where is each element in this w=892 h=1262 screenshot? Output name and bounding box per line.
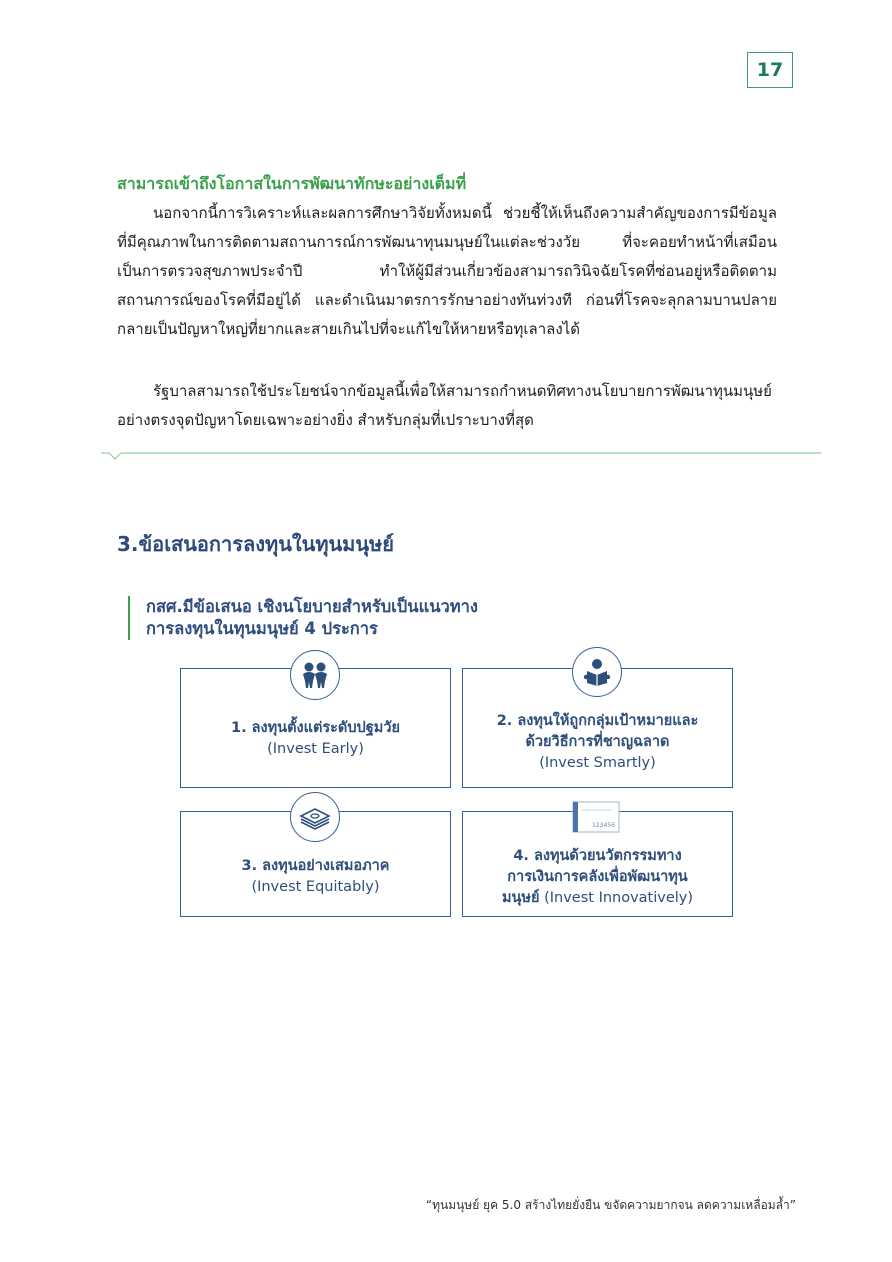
children-icon (290, 650, 340, 700)
section-divider (101, 451, 821, 463)
subtitle-line-2: การลงทุนในทุนมนุษย์ 4 ประการ (146, 619, 378, 638)
subtitle-line-1: กสศ.มีข้อเสนอ เชิงนโยบายสำหรับเป็นแนวทาง (146, 597, 478, 616)
card-title-line-1: 4. ลงทุนด้วยนวัตกรรมทาง (513, 847, 682, 864)
section-heading: สามารถเข้าถึงโอกาสในการพัฒนาทักษะอย่างเต็มที่ (117, 174, 467, 193)
card-english: (Invest Early) (267, 741, 364, 757)
page-number: 17 (747, 52, 793, 88)
bank-card-icon (572, 796, 620, 840)
card-english: (Invest Smartly) (539, 754, 656, 771)
card-title-line-1: 2. ลงทุนให้ถูกกลุ่มเป้าหมายและ (496, 712, 699, 729)
money-stack-icon (290, 792, 340, 842)
proposal-subtitle (128, 596, 478, 640)
card-title: 3. ลงทุนอย่างเสมอภาค (241, 858, 390, 874)
paragraph-1: นอกจากนี้การวิเคราะห์และผลการศึกษาวิจัยทั้งหมดนี้ ช่วยชี้ให้เห็นถึงความสำคัญของการมีข้อมูลที่มีคุณภาพในการติดตามสถานการณ์การพัฒนาทุนมนุษย์ในแต่ละช่วงวัย ที่จะคอยทำหน้าที่เสมือนเป็นการตรวจสุขภาพประจำปี ทำให้ผู้มีส่วนเกี่ยวข้องสามารถวินิจฉัยโรคที่ซ่อนอยู่หรือติดตามสถานการณ์ของโรคที่มีอยู่ได้ และดำเนินมาตรการรักษาอย่างทันท่วงที ก่อนที่โรคจะลุกลามบานปลายกลายเป็นปัญหาใหญ่ที่ยากและสายเกินไปที่จะแก้ไขให้หายหรือทุเลาลงได้ (117, 204, 777, 338)
card-english: (Invest Equitably) (251, 879, 380, 895)
footer-quote: “ทุนมนุษย์ ยุค 5.0 สร้างไทยยั่งยืน ขจัดความยากจน ลดความเหลื่อมล้ำ” (425, 1198, 796, 1212)
proposal-heading: 3.ข้อเสนอการลงทุนในทุนมนุษย์ (117, 532, 394, 556)
reading-person-icon (572, 647, 622, 697)
card-title-line-2: ด้วยวิธีการที่ชาญฉลาด (525, 733, 670, 750)
paragraph-2: รัฐบาลสามารถใช้ประโยชน์จากข้อมูลนี้เพื่อให้สามารถกำหนดทิศทางนโยบายการพัฒนาทุนมนุษย์อย่างตรงจุดปัญหาโดยเฉพาะอย่างยิ่ง สำหรับกลุ่มที่เปราะบางที่สุด (117, 382, 772, 429)
card-english: (Invest Innovatively) (544, 889, 694, 906)
card-number-text: 123456 (592, 822, 615, 829)
card-title-line-3: มนุษย์ (501, 889, 540, 906)
card-title: 1. ลงทุนตั้งแต่ระดับปฐมวัย (231, 720, 400, 736)
card-title-line-2: การเงินการคลังเพื่อพัฒนาทุน (507, 868, 688, 885)
